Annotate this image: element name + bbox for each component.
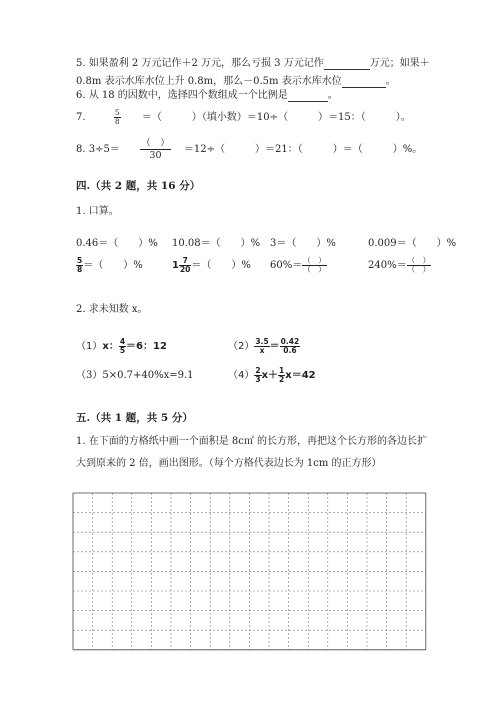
- fraction-numerator[interactable]: （ ）: [141, 138, 170, 149]
- equation-label: （1）: [76, 341, 103, 352]
- q5-line2-tail: 。: [385, 76, 396, 87]
- q8-rest: ＝12÷（ ）＝21：（ ）＝（ ）%。: [183, 144, 423, 155]
- mixed-whole: 1: [172, 260, 179, 271]
- oral-calc-5-tail: ＝（ ）%: [83, 260, 143, 271]
- fraction-numerator: 3.5: [255, 336, 269, 346]
- oral-calc-8-lead: 240%＝: [368, 260, 407, 271]
- q7-tail: 。: [400, 112, 411, 123]
- oral-calc-2: 10.08＝（ ）%: [172, 238, 261, 249]
- section4-q1-title: 1. 口算。: [76, 206, 119, 217]
- q5-line1-tail: 万元；如果＋: [369, 58, 430, 69]
- fraction-denominator[interactable]: （ ）: [303, 265, 326, 274]
- equation-label: （4）: [228, 370, 255, 381]
- fraction-denominator: 20: [179, 265, 191, 274]
- q6-text: 6. 从 18 的因数中，选择四个数组成一个比例是: [76, 90, 288, 101]
- fraction-numerator: 0.42: [280, 336, 300, 346]
- oral-calc-4: 0.009＝（ ）%: [368, 238, 457, 249]
- section4-title: 四.（共 2 题，共 16 分）: [76, 180, 201, 192]
- fraction-denominator: 2: [279, 374, 285, 384]
- fraction-numerator: 5: [114, 108, 120, 117]
- section4-q2-title: 2. 求未知数 x。: [76, 304, 148, 315]
- q5-line2-text: 0.8m 表示水库水位上升 0.8m，那么－0.5m 表示水库水位: [76, 76, 342, 87]
- section5-q1-line2: 大到原来的 2 倍，画出图形。（每个方格代表边长为 1cm 的正方形）: [76, 458, 382, 469]
- fraction-denominator: 5: [119, 345, 126, 355]
- oral-calc-1: 0.46＝（ ）%: [76, 238, 158, 249]
- equation-3: （3）5×0.7+40%x=9.1: [76, 370, 194, 381]
- q7-rest: ＝（ ）（填小数）＝10÷（ ）＝15：（ ）: [141, 112, 401, 123]
- fraction-numerator: 7: [179, 257, 191, 266]
- fraction-numerator[interactable]: （ ）: [303, 256, 326, 265]
- fraction-denominator: x: [259, 345, 265, 355]
- fraction-denominator: 30: [149, 150, 162, 161]
- q8-lead: 8. 3÷5＝: [76, 144, 120, 155]
- oral-calc-7-lead: 60%＝: [270, 260, 303, 271]
- oral-calc-3: 3＝（ ）%: [270, 238, 336, 249]
- equation-mid: x＋: [261, 370, 279, 381]
- fraction-numerator[interactable]: （ ）: [407, 256, 431, 265]
- q5-line1-text: 5. 如果盈利 2 万元记作＋2 万元，那么亏损 3 万元记作: [76, 58, 324, 69]
- equation-label: （2）: [228, 341, 255, 352]
- q6-tail: 。: [327, 90, 338, 101]
- equation-tail: ＝6：12: [126, 341, 167, 352]
- equation-equals: ＝: [269, 341, 280, 352]
- equation-tail: x＝42: [285, 370, 316, 381]
- fraction-numerator: 2: [255, 365, 261, 375]
- fraction-numerator: 1: [279, 365, 285, 375]
- q7-label: 7.: [76, 112, 86, 123]
- grid-lines: [73, 493, 426, 650]
- fraction-denominator: 3: [255, 374, 261, 384]
- fraction-denominator: 8: [114, 117, 120, 126]
- fraction-denominator: 0.6: [283, 345, 297, 355]
- fraction-denominator: 8: [77, 265, 83, 274]
- fraction-numerator: 4: [119, 336, 126, 346]
- oral-calc-6-tail: ＝（ ）%: [191, 260, 251, 271]
- fraction-numerator: 5: [77, 256, 83, 265]
- section5-q1-line1: 1. 在下面的方格纸中画一个面积是 8c㎡ 的长方形，再把这个长方形的各边长扩: [76, 436, 428, 447]
- equation-lead: x：: [102, 341, 119, 352]
- fraction-denominator[interactable]: （ ）: [407, 265, 431, 274]
- section5-title: 五.（共 1 题，共 5 分）: [76, 412, 193, 424]
